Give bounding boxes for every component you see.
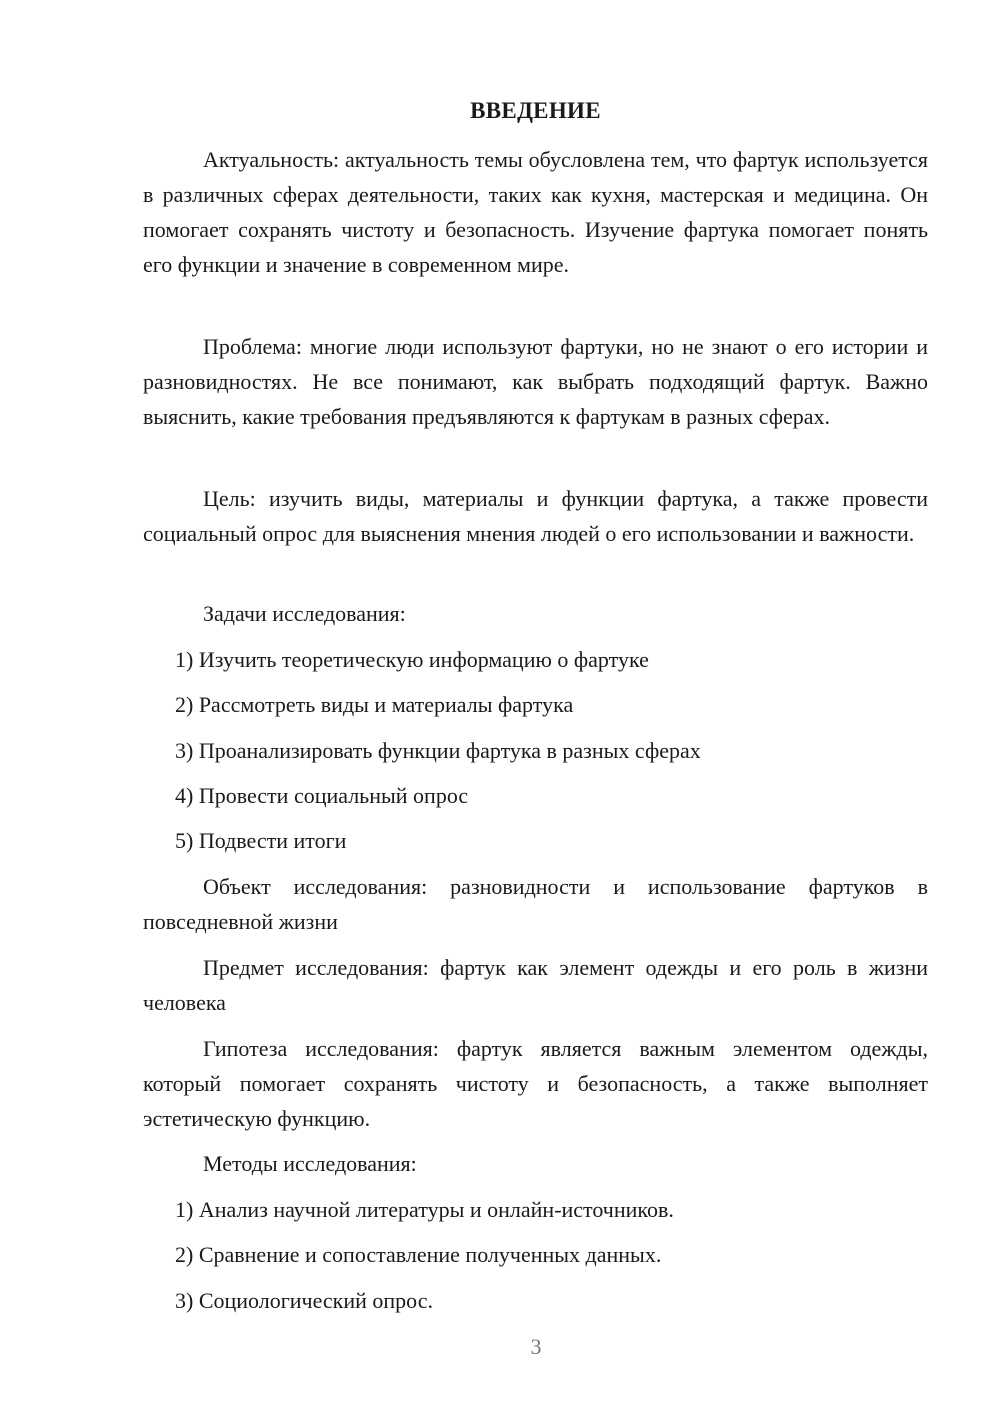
methods-title: Методы исследования:: [203, 1151, 417, 1176]
method-item: 3) Социологический опрос.: [175, 1288, 433, 1313]
task-item: 3) Проанализировать функции фартука в разных сферах: [175, 738, 701, 763]
hypothesis-paragraph: Гипотеза исследования: фартук является важным элементом одежды, который помогает сохранять чистоту и безопасность, а также выполняет эстетическую функцию.: [143, 1036, 928, 1131]
method-item: 2) Сравнение и сопоставление полученных данных.: [175, 1242, 662, 1267]
task-item: 4) Провести социальный опрос: [175, 783, 469, 808]
task-item: 1) Изучить теоретическую информацию о фартуке: [175, 647, 649, 672]
method-item: 1) Анализ научной литературы и онлайн-источников.: [175, 1197, 674, 1222]
problem-paragraph: Проблема: многие люди используют фартуки, но не знают о его истории и разновидностях. Не все понимают, как выбрать подходящий фартук. Важно выяснить, какие требования предъявляются к фартукам в разных сферах.: [143, 334, 928, 429]
tasks-title: Задачи исследования:: [203, 601, 406, 626]
page-number: 3: [530, 1334, 542, 1359]
relevance-paragraph: Актуальность: актуальность темы обусловлена тем, что фартук используется в различных сферах деятельности, таких как кухня, мастерская и медицина. Он помогает сохранять чистоту и безопасность. Изучение фартука помогает понять его функции и значение в современном мире.: [143, 147, 928, 277]
subject-paragraph: Предмет исследования: фартук как элемент одежды и его роль в жизни человека: [143, 955, 928, 1015]
goal-paragraph: Цель: изучить виды, материалы и функции фартука, а также провести социальный опрос для выяснения мнения людей о его использовании и важности.: [143, 486, 928, 546]
section-heading: ВВЕДЕНИЕ: [470, 98, 601, 123]
task-item: 5) Подвести итоги: [175, 828, 347, 853]
task-item: 2) Рассмотреть виды и материалы фартука: [175, 692, 574, 717]
object-paragraph: Объект исследования: разновидности и использование фартуков в повседневной жизни: [143, 874, 928, 934]
